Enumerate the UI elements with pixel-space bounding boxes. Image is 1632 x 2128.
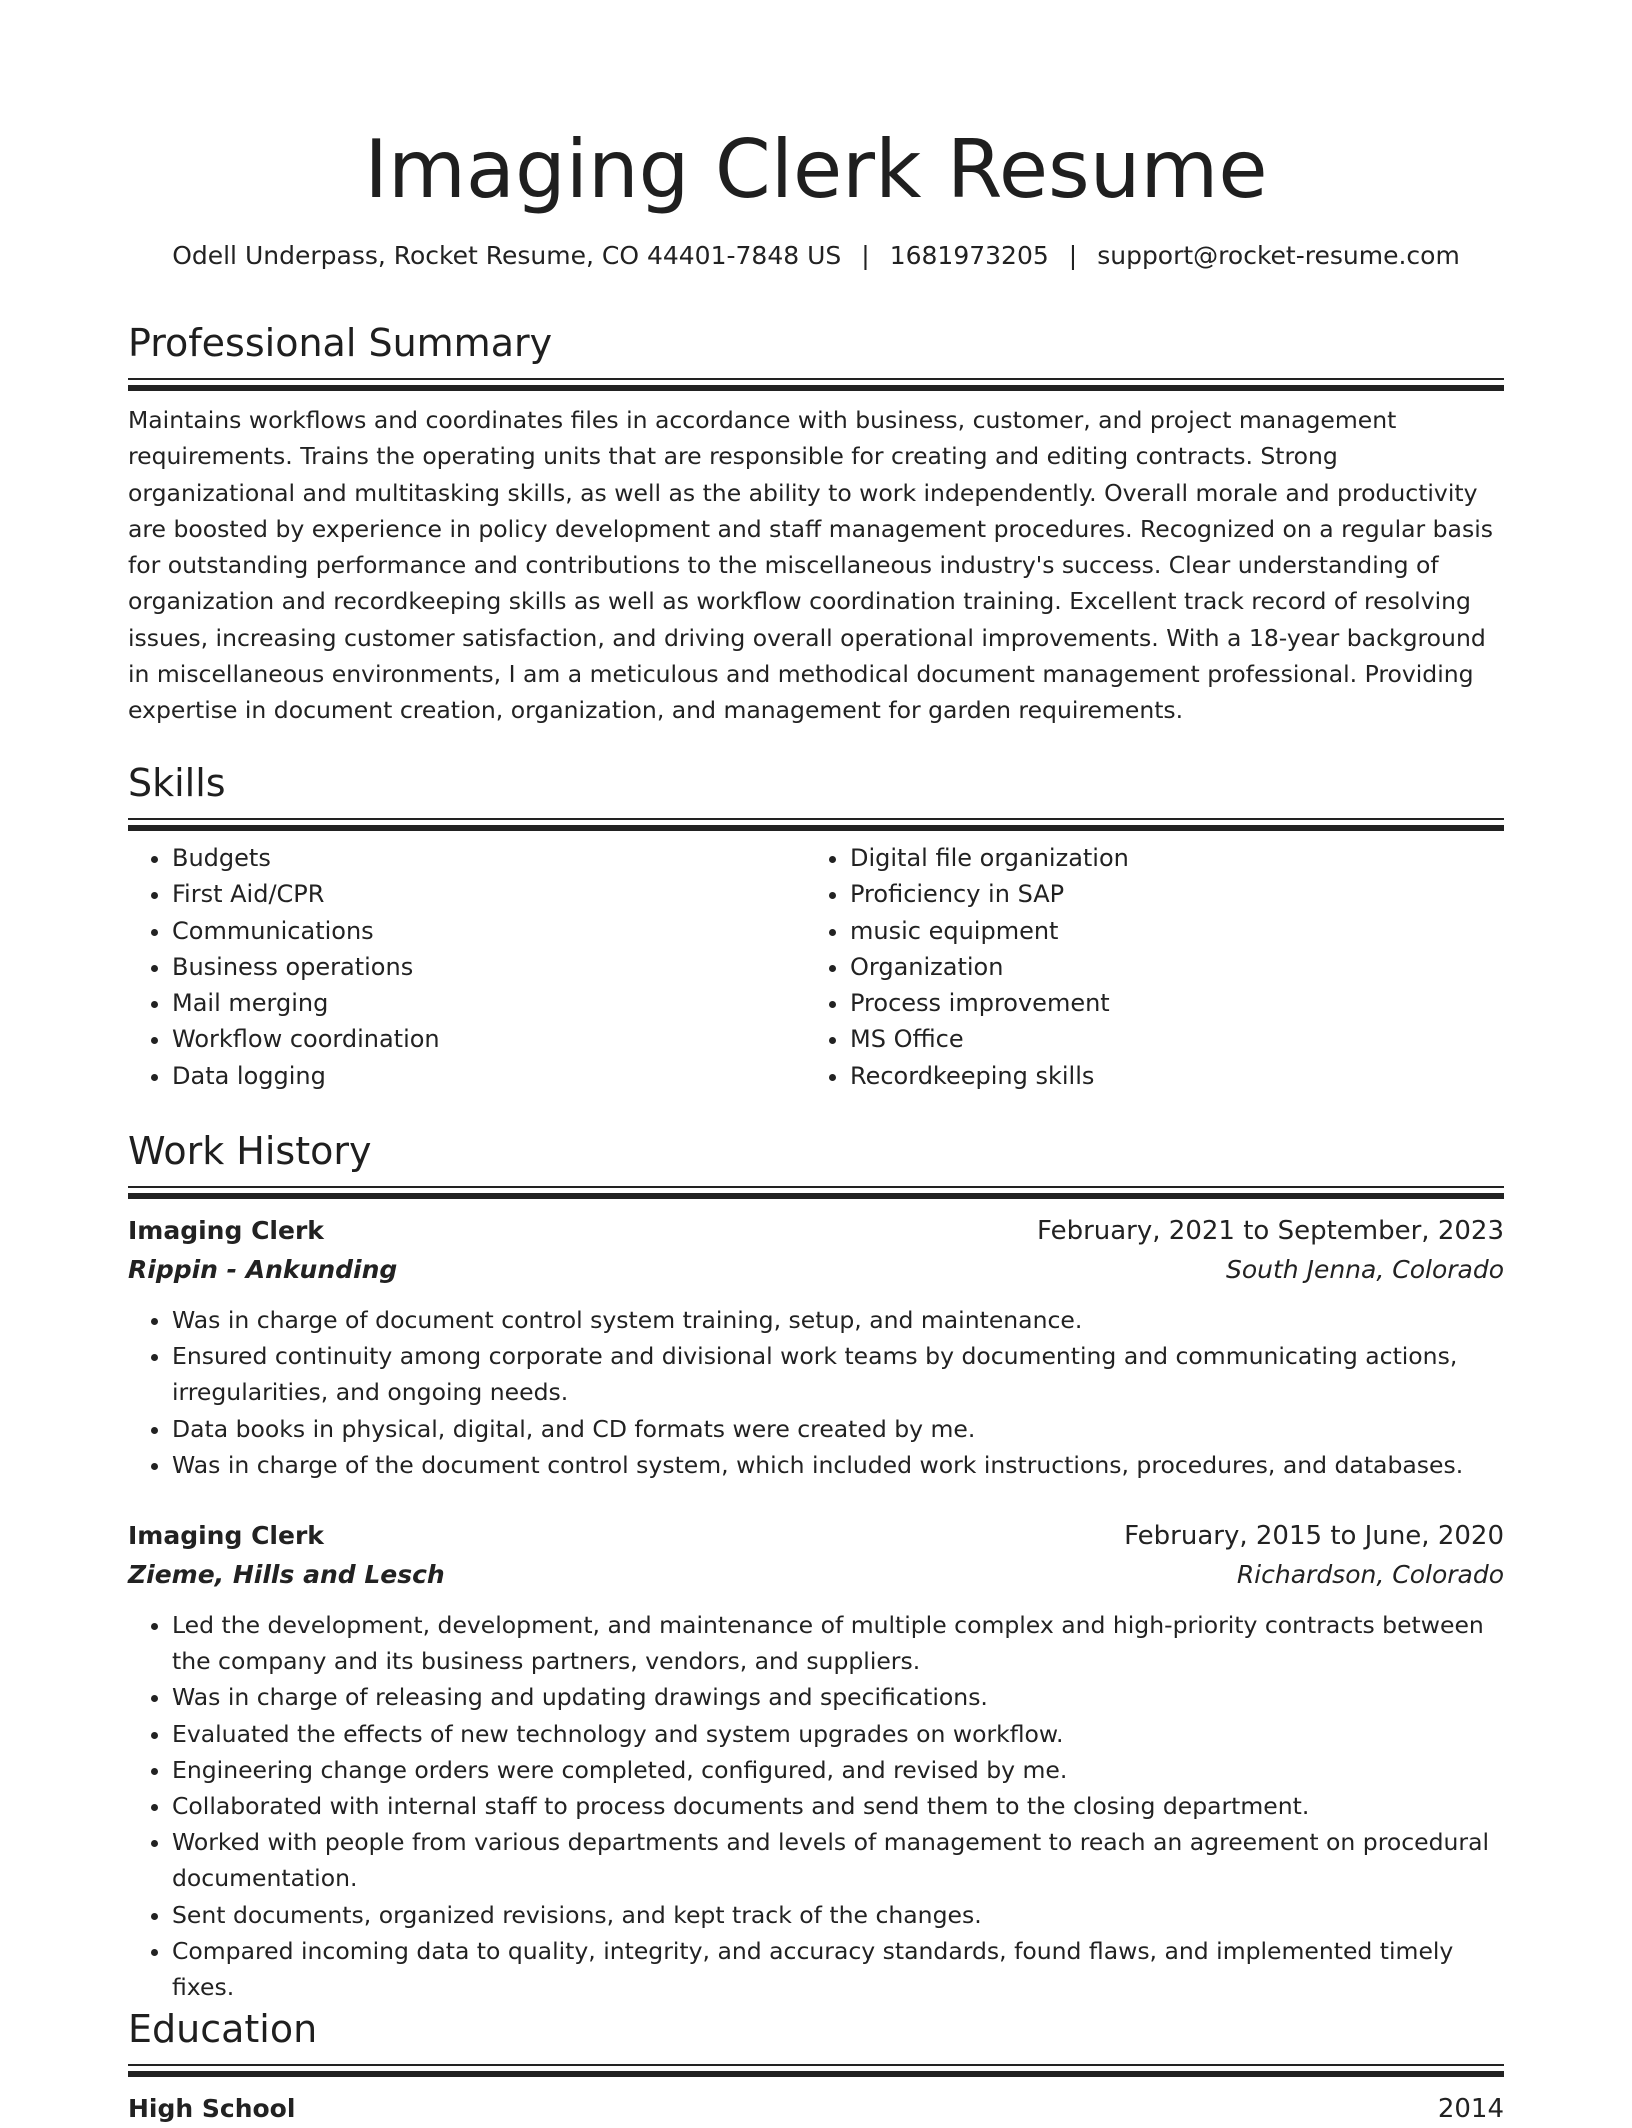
contact-separator: | (1068, 241, 1078, 270)
education-section (128, 2004, 1504, 2128)
skill-item: • MS Office (850, 1021, 1484, 1057)
education-heading: Education (128, 2007, 318, 2051)
skill-item: • Mail merging (172, 985, 806, 1021)
job-duty: • Collaborated with internal staff to process documents and send them to the closing department. (172, 1788, 1504, 1824)
job-duty: • Led the development, development, and maintenance of multiple complex and high-priority contracts between the company and its business partners, vendors, and suppliers. (172, 1607, 1504, 1679)
contact-separator: | (861, 241, 870, 270)
job-duty: • Was in charge of document control system training, setup, and maintenance. (172, 1302, 1504, 1338)
skill-item: • Business operations (172, 949, 806, 985)
section-divider (128, 2064, 1504, 2078)
job-entry (128, 1517, 1504, 2005)
job-duties-list (128, 1302, 1504, 1483)
skills-right-list (806, 840, 1484, 1094)
work-history-heading: Work History (128, 1129, 372, 1173)
job-duty: • Evaluated the effects of new technology and system upgrades on workflow. (172, 1716, 1504, 1752)
skill-item: • Proficiency in SAP (850, 876, 1484, 912)
skill-item: • Digital file organization (850, 840, 1484, 876)
work-history-section (128, 1126, 1504, 2005)
job-duty: • Worked with people from various departments and levels of management to reach an agreement on procedural documentation. (172, 1824, 1504, 1896)
education-year: 2014 (1437, 2094, 1504, 2124)
contact-line (128, 238, 1504, 274)
job-duty: • Compared incoming data to quality, integrity, and accuracy standards, found flaws, and implemented timely fixes. (172, 1933, 1504, 2005)
skill-item: • Budgets (172, 840, 806, 876)
job-dates: February, 2015 to June, 2020 (1124, 1521, 1504, 1552)
skill-item: • Organization (850, 949, 1484, 985)
skills-section (128, 758, 1504, 1094)
job-duty: • Was in charge of the document control system, which included work instructions, procedures, and databases. (172, 1447, 1504, 1483)
section-divider (128, 818, 1504, 832)
skill-item: • music equipment (850, 913, 1484, 949)
job-duties-list (128, 1607, 1504, 2005)
skill-item: • Recordkeeping skills (850, 1058, 1484, 1094)
summary-text: Maintains workflows and coordinates files in accordance with business, customer, and project management requirements. Trains the operating units that are responsible for creating and editing contracts. Strong organizational and multitasking skills, as well as the ability to work independently. Overall morale and productivity are boosted by experience in policy development and staff management procedures. Recognized on a regular basis for outstanding performance and contributions to the miscellaneous industry's success. Clear understanding of organization and recordkeeping skills as well as workflow coordination training. Excellent track record of resolving issues, increasing customer satisfaction, and driving overall operational improvements. With a 18-year background in miscellaneous environments, I am a meticulous and methodical document management professional. Providing expertise in document creation, organization, and management for garden requirements. (128, 406, 1493, 725)
skill-item: • Communications (172, 913, 806, 949)
job-location: South Jenna, Colorado (1225, 1255, 1504, 1284)
job-duty: • Engineering change orders were completed, configured, and revised by me. (172, 1752, 1504, 1788)
skills-left-list (128, 840, 806, 1094)
job-company: Rippin - Ankunding (128, 1255, 398, 1284)
skills-heading: Skills (128, 761, 226, 805)
job-dates: February, 2021 to September, 2023 (1037, 1216, 1504, 1246)
skills-columns (128, 840, 1504, 1094)
job-duty: • Sent documents, organized revisions, and kept track of the changes. (172, 1897, 1504, 1933)
contact-phone: 1681973205 (889, 241, 1049, 270)
job-duty: • Was in charge of releasing and updating drawings and specifications. (172, 1679, 1504, 1715)
job-duty: • Ensured continuity among corporate and divisional work teams by documenting and communicating actions, irregularities, and ongoing needs. (172, 1338, 1504, 1410)
section-divider (128, 378, 1504, 392)
job-entry (128, 1212, 1504, 1483)
job-location: Richardson, Colorado (1236, 1560, 1504, 1590)
skill-item: • Data logging (172, 1058, 806, 1094)
skill-item: • Workflow coordination (172, 1021, 806, 1057)
resume-title: Imaging Clerk Resume (364, 123, 1268, 216)
skill-item: • Process improvement (850, 985, 1484, 1021)
job-title: Imaging Clerk (128, 1521, 324, 1551)
job-duty: • Data books in physical, digital, and CD formats were created by me. (172, 1411, 1504, 1447)
skill-item: • First Aid/CPR (172, 876, 806, 912)
section-divider (128, 1186, 1504, 1200)
contact-address: Odell Underpass, Rocket Resume, CO 44401-7848 US (172, 241, 842, 270)
job-company: Zieme, Hills and Lesch (128, 1560, 445, 1590)
job-title: Imaging Clerk (128, 1216, 324, 1245)
education-degree: High School (128, 2094, 296, 2123)
contact-email[interactable]: support@rocket-resume.com (1097, 241, 1460, 270)
summary-heading: Professional Summary (128, 321, 553, 365)
summary-section (128, 318, 1504, 729)
